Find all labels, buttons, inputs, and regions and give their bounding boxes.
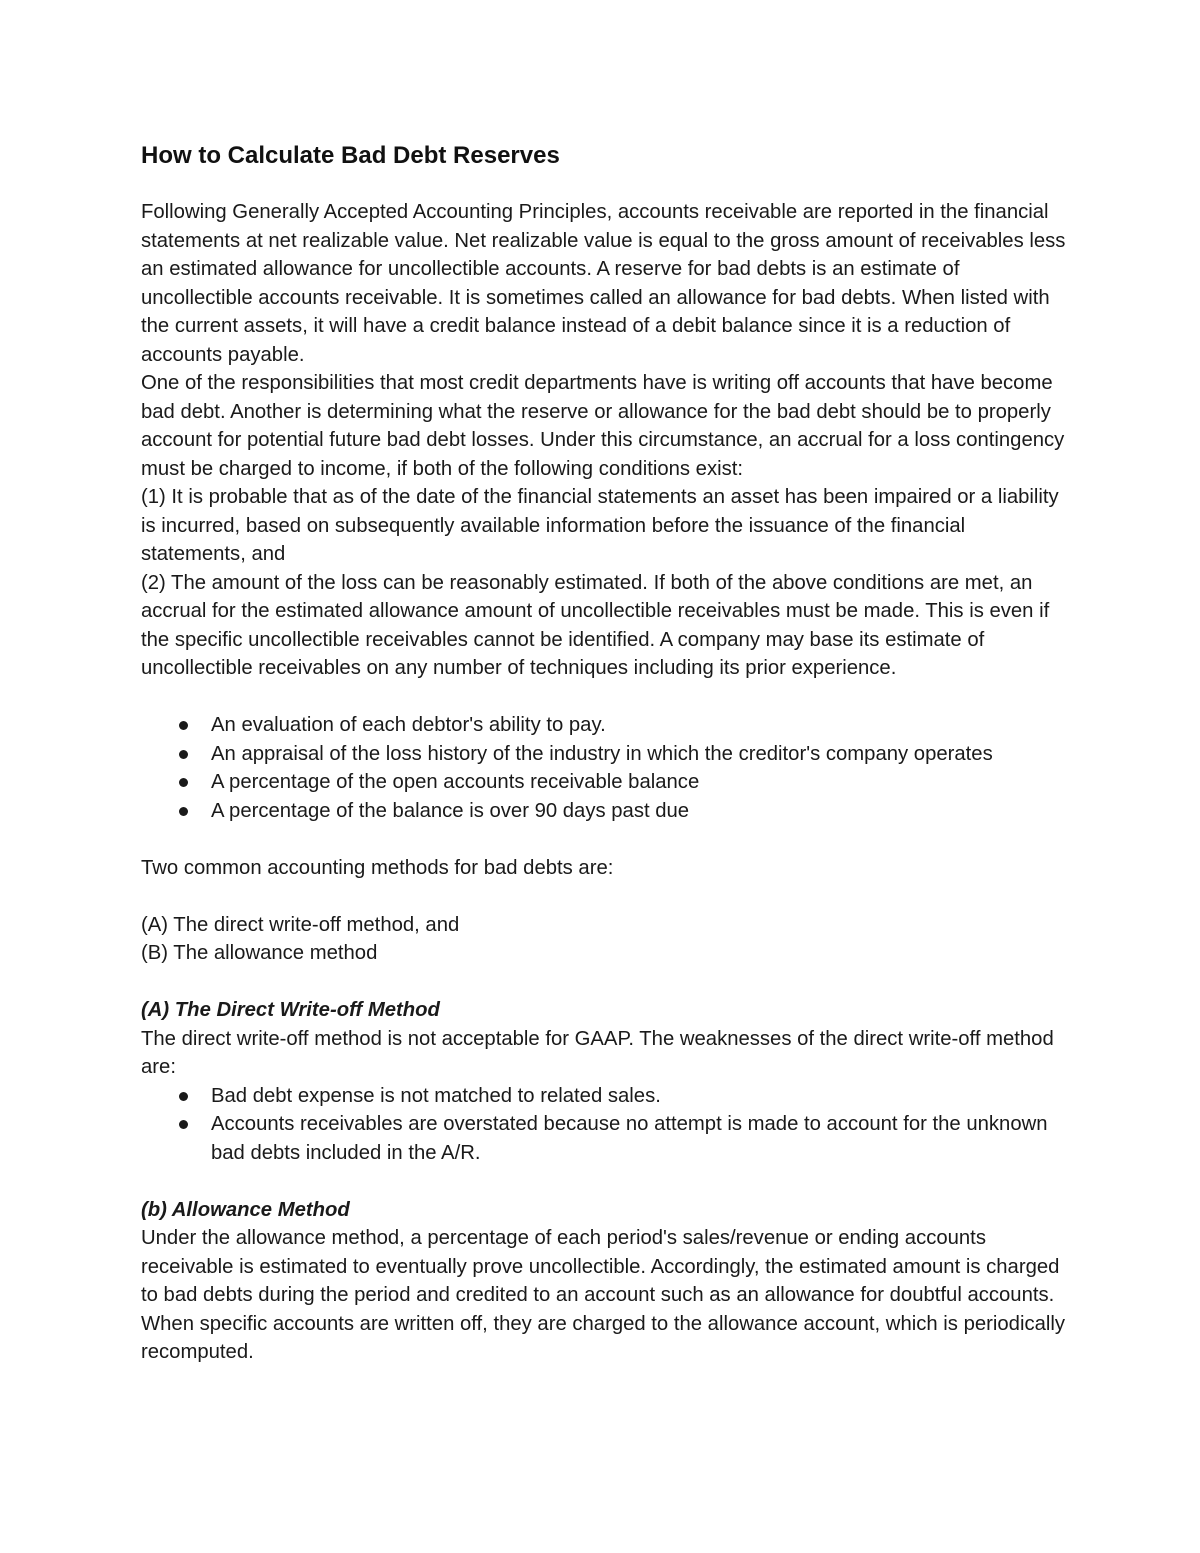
list-item [141, 768, 1066, 797]
document-title: How to Calculate Bad Debt Reserves [141, 142, 560, 169]
list-item-text: An evaluation of each debtor's ability to pay. [211, 714, 606, 736]
intro-paragraph-1: Following Generally Accepted Accounting Principles, accounts receivable are reported in the financial statements at net realizable value. Net realizable value is equal to the gross amount of receivables less an estimated allowance for uncollectible accounts. A reserve for bad debts is an estimate of uncollectible accounts receivable. It is sometimes called an allowance for bad debts. When listed with the current assets, it will have a credit balance instead of a debit balance since it is a reduction of accounts payable. [141, 201, 1066, 366]
condition-2: (2) The amount of the loss can be reasonably estimated. If both of the above conditions are met, an accrual for the estimated allowance amount of uncollectible receivables must be made. This is even if the specific uncollectible receivables cannot be identified. A company may base its estimate of uncollectible receivables on any number of techniques including its prior experience. [141, 571, 1050, 679]
condition-1: (1) It is probable that as of the date of the financial statements an asset has been impaired or a liability is incurred, based on subsequently available information before the issuance of the financial statements, and [141, 486, 1059, 565]
list-item [141, 740, 1066, 769]
spacer [141, 882, 1066, 911]
bullet-icon [179, 721, 188, 730]
bullet-icon [179, 778, 188, 787]
weaknesses-list [141, 1082, 1066, 1168]
list-item-text: Accounts receivables are overstated because no attempt is made to account for the unknown bad debts included in the A/R. [211, 1113, 1048, 1164]
section-b-heading: (b) Allowance Method [141, 1198, 350, 1221]
list-item [141, 797, 1066, 826]
intro-paragraph-2: One of the responsibilities that most credit departments have is writing off accounts that have become bad debt. Another is determining what the reserve or allowance for the bad debt should be to properly account for potential future bad debt losses. Under this circumstance, an accrual for a loss contingency must be charged to income, if both of the following conditions exist: [141, 372, 1065, 480]
method-b-line: (B) The allowance method [141, 942, 378, 964]
list-item-text: A percentage of the open accounts receivable balance [211, 771, 700, 793]
spacer [141, 683, 1066, 712]
section-a-heading: (A) The Direct Write-off Method [141, 999, 440, 1021]
list-item [141, 711, 1066, 740]
list-item-text: A percentage of the balance is over 90 days past due [211, 799, 690, 822]
document-page [141, 140, 1066, 1367]
spacer [141, 1167, 1066, 1196]
bullet-icon [179, 807, 188, 816]
bullet-icon [179, 750, 188, 759]
list-item-text: Bad debt expense is not matched to related sales. [211, 1084, 661, 1107]
section-a-body: The direct write-off method is not acceptable for GAAP. The weaknesses of the direct write-off method are: [141, 1027, 1054, 1078]
method-a-line: (A) The direct write-off method, and [141, 913, 460, 936]
bullet-icon [179, 1120, 188, 1129]
methods-intro: Two common accounting methods for bad debts are: [141, 856, 614, 879]
techniques-list [141, 711, 1066, 825]
bullet-icon [179, 1092, 188, 1101]
spacer [141, 825, 1066, 854]
list-item [141, 1110, 1066, 1167]
list-item-text: An appraisal of the loss history of the industry in which the creditor's company operates [211, 742, 993, 765]
section-b-body: Under the allowance method, a percentage of each period's sales/revenue or ending accounts receivable is estimated to eventually prove uncollectible. Accordingly, the estimated amount is charged to bad debts during the period and credited to an account such as an allowance for doubtful accounts. When specific accounts are written off, they are charged to the allowance account, which is periodically recomputed. [141, 1227, 1066, 1363]
spacer [141, 968, 1066, 997]
list-item [141, 1082, 1066, 1111]
